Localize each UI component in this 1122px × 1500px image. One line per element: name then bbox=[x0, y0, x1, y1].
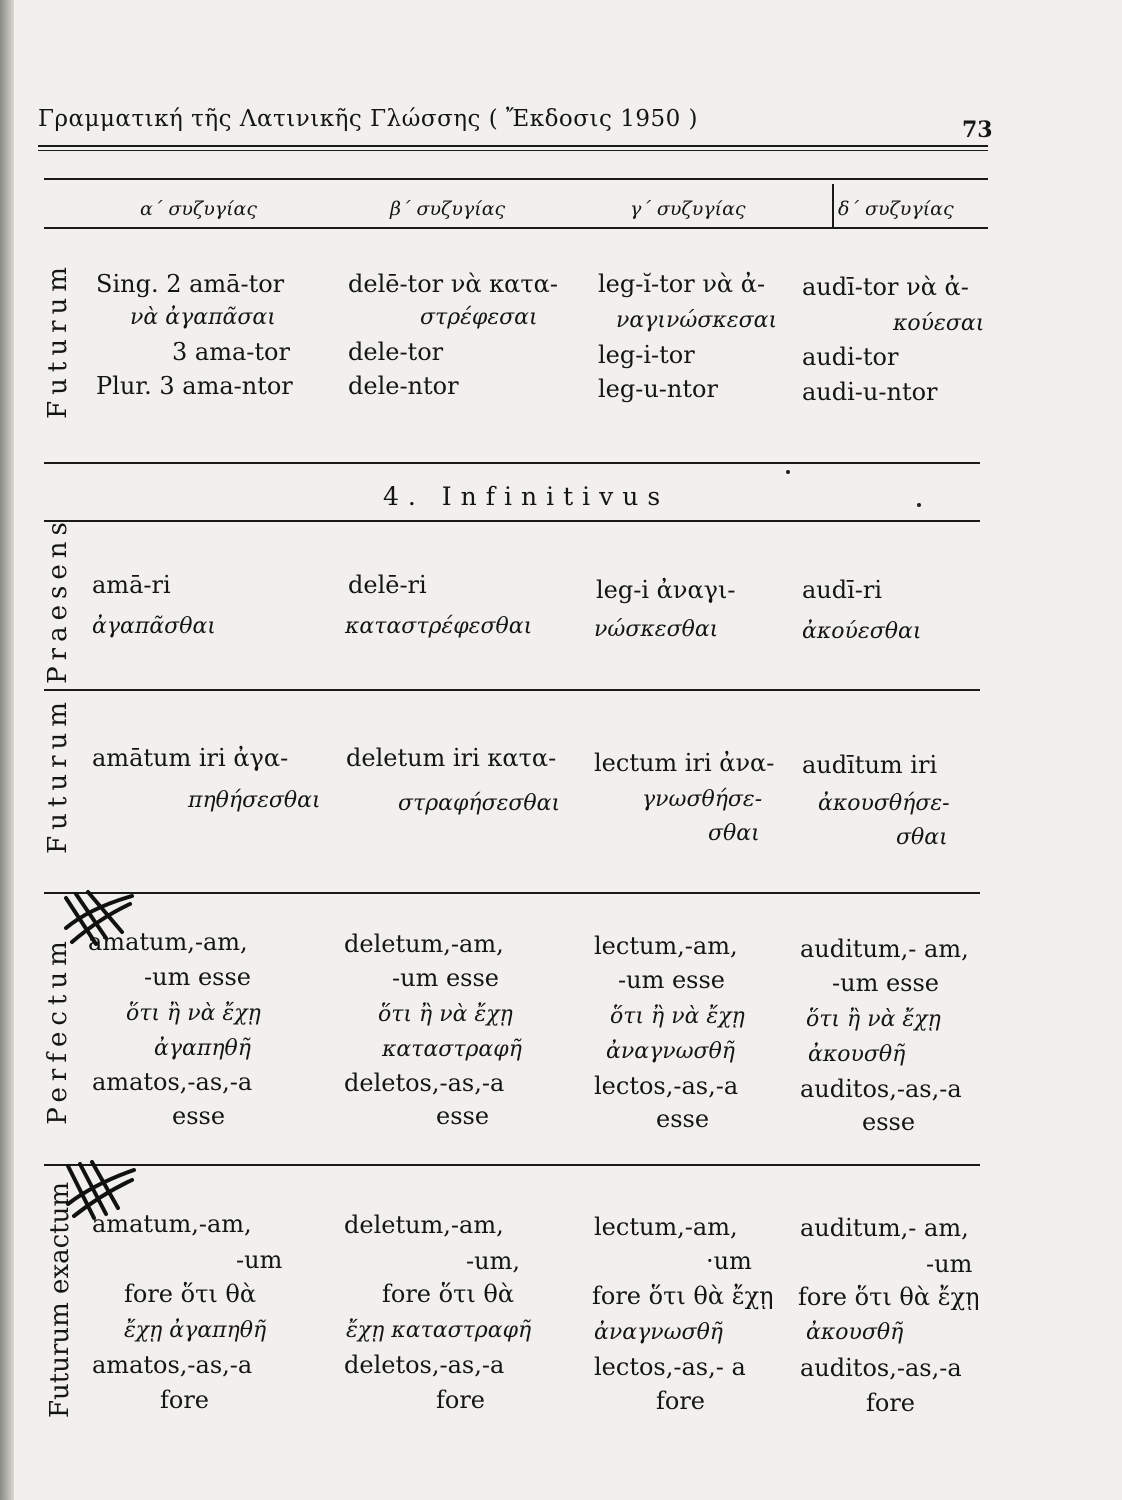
futurum-exactum-c2-line: fore ὅτι θὰ bbox=[382, 1280, 515, 1308]
futurum-exactum-c4-line: -um bbox=[926, 1250, 973, 1278]
futurum-c3-line: leg-u-ntor bbox=[598, 375, 718, 403]
perfectum-c2-line: ὅτι ἢ νὰ ἔχῃ bbox=[378, 1002, 513, 1027]
futurum-exactum-c2-line: fore bbox=[436, 1386, 486, 1414]
perfectum-c3-line: esse bbox=[656, 1105, 710, 1133]
decorative-dot bbox=[917, 503, 921, 507]
perfectum-c4-line: ἀκουσθῆ bbox=[808, 1042, 906, 1067]
futurum-exactum-c3-line: fore ὅτι θὰ ἔχῃ bbox=[592, 1282, 774, 1310]
futurum-exactum-c4-line: fore bbox=[866, 1389, 916, 1417]
running-header-title: Γραμματική τῆς Λατινικῆς Γλώσσης ( Ἔκδοσις 1950 ) bbox=[38, 106, 699, 132]
futurum-c4-line: audi-tor bbox=[802, 343, 899, 371]
perfectum-c1-line: esse bbox=[172, 1102, 226, 1130]
section-rule bbox=[44, 462, 980, 464]
column-header-rule bbox=[44, 227, 988, 229]
futurum-exactum-c2-line: -um, bbox=[466, 1247, 520, 1275]
futurum-exactum-c1-line: fore bbox=[160, 1386, 210, 1414]
futurum-c2-line: delē-tor νὰ κατα- bbox=[348, 270, 558, 298]
praesens-c1-line: amā-ri bbox=[92, 571, 171, 599]
perfectum-c2-line: -um esse bbox=[392, 964, 499, 992]
futurum-inf-c1-line: amātum iri ἀγα- bbox=[92, 744, 289, 772]
page-edge-shadow bbox=[0, 0, 14, 1500]
futurum-exactum-c1-line: amatum,-am, bbox=[92, 1210, 252, 1238]
header-rule-bottom bbox=[38, 150, 988, 151]
futurum-exactum-c2-line: deletum,-am, bbox=[344, 1211, 504, 1239]
futurum-c1-line: Plur. 3 ama-ntor bbox=[96, 372, 293, 400]
column-header-3: γ΄ συζυγίας bbox=[630, 198, 746, 220]
header-rule-top bbox=[38, 145, 988, 147]
section-rule bbox=[44, 892, 980, 894]
section-rule bbox=[44, 1164, 980, 1166]
futurum-inf-c1-line: πηθήσεσθαι bbox=[188, 788, 321, 813]
handwritten-check-mark-icon bbox=[60, 888, 136, 958]
futurum-exactum-c4-line: ἀκουσθῆ bbox=[806, 1320, 904, 1345]
praesens-c2-line: delē-ri bbox=[348, 571, 427, 599]
futurum-exactum-c1-line: amatos,-as,-a bbox=[92, 1351, 253, 1379]
futurum-inf-c2-line: στραφήσεσθαι bbox=[398, 791, 561, 816]
perfectum-c2-line: esse bbox=[436, 1102, 490, 1130]
perfectum-c1-line: -um esse bbox=[144, 963, 251, 991]
futurum-inf-c4-line: ἀκουσθήσε- bbox=[818, 791, 950, 816]
futurum-exactum-c3-line: lectos,-as,- a bbox=[594, 1353, 746, 1381]
perfectum-c4-line: -um esse bbox=[832, 969, 939, 997]
futurum-exactum-c4-line: auditos,-as,-a bbox=[800, 1354, 962, 1382]
praesens-c4-line: ἀκούεσθαι bbox=[802, 619, 922, 644]
futurum-exactum-c4-line: fore ὅτι θὰ ἔχῃ bbox=[798, 1283, 980, 1311]
column-header-4: δ΄ συζυγίας bbox=[838, 198, 954, 220]
futurum-exactum-c2-line: ἔχῃ καταστραφῆ bbox=[346, 1318, 532, 1343]
praesens-c1-line: ἀγαπᾶσθαι bbox=[92, 614, 216, 639]
perfectum-c3-line: ὅτι ἢ νὰ ἔχῃ bbox=[610, 1004, 745, 1029]
perfectum-c1-line: amatum,-am, bbox=[88, 928, 248, 956]
futurum-c1-line: 3 ama-tor bbox=[172, 338, 290, 366]
perfectum-c3-line: ἀναγνωσθῆ bbox=[606, 1039, 735, 1064]
perfectum-c4-line: auditos,-as,-a bbox=[800, 1075, 962, 1103]
futurum-exactum-c1-line: fore ὅτι θὰ bbox=[124, 1280, 257, 1308]
futurum-exactum-c4-line: auditum,- am, bbox=[800, 1214, 969, 1242]
futurum-inf-c2-line: deletum iri κατα- bbox=[346, 744, 557, 772]
futurum-c2-line: dele-ntor bbox=[348, 372, 459, 400]
perfectum-c2-line: deletum,-am, bbox=[344, 930, 504, 958]
column-header-1: α΄ συζυγίας bbox=[140, 198, 258, 220]
perfectum-c4-line: esse bbox=[862, 1108, 916, 1136]
praesens-c4-line: audī-ri bbox=[802, 576, 883, 604]
futurum-c3-line: ναγινώσκεσαι bbox=[616, 308, 778, 333]
perfectum-c1-line: ὅτι ἢ νὰ ἔχῃ bbox=[126, 1001, 261, 1026]
futurum-c4-line: audi-u-ntor bbox=[802, 378, 938, 406]
futurum-c2-line: στρέφεσαι bbox=[420, 305, 538, 330]
page-number: 73 bbox=[962, 117, 993, 143]
futurum-inf-c3-line: lectum iri ἀνα- bbox=[594, 749, 775, 777]
futurum-c3-line: leg-ĭ-tor νὰ ἀ- bbox=[598, 270, 766, 298]
section-rule bbox=[44, 520, 980, 522]
table-rule bbox=[44, 178, 988, 180]
decorative-dot bbox=[786, 470, 790, 474]
praesens-c3-line: νώσκεσθαι bbox=[594, 617, 719, 642]
futurum-inf-c3-line: σθαι bbox=[708, 821, 760, 846]
futurum-exactum-c2-line: deletos,-as,-a bbox=[344, 1351, 505, 1379]
book-page: Γραμματική τῆς Λατινικῆς Γλώσσης ( Ἔκδοσις 1950 ) 73 α΄ συζυγίας β΄ συζυγίας γ΄ συζυγίας δ΄ συζυγίας Futurum Praesens Futurum Perfectum Futurum exactum 4. Infinitivus Sing. 2 amā-tor νὰ ἀγαπᾶσαι 3 ama-tor Plur. 3 ama-ntor delē-tor νὰ κατα- στρέφεσαι dele-tor dele-ntor leg-ĭ-tor νὰ ἀ- ναγινώσκεσαι leg-i-tor leg-u-ntor audī-tor νὰ ἀ- κούεσαι audi-tor audi-u-ntor amā-ri ἀγαπᾶσθαι delē-ri καταστρέφεσθαι leg-i ἀναγι- νώσκεσθαι audī-ri ἀκούεσθαι amātum iri ἀγα- πηθήσεσθαι deletum iri κατα- στραφήσεσθαι lectum iri ἀνα- γνωσθήσε- σθαι audītum iri ἀκουσθήσε- σθαι amatum,-am, -um esse ὅτι ἢ νὰ ἔχῃ ἀγαπηθῆ amatos,-as,-a esse deletum,-am, -um esse ὅτι ἢ νὰ ἔχῃ καταστραφῆ deletos,-as,-a esse lectum,-am, -um esse ὅτι ἢ νὰ ἔχῃ ἀναγνωσθῆ lectos,-as,-a esse auditum,- am, -um esse ὅτι ἢ νὰ ἔχῃ ἀκουσθῆ auditos,-as,-a esse amatum,-am, -um fore ὅτι θὰ ἔχῃ ἀγαπηθῆ amatos,-as,-a fore deletum,-am, -um, fore ὅτι θὰ ἔχῃ καταστραφῆ deletos,-as,-a fore lectum,-am, ·um fore ὅτι θὰ ἔχῃ ἀναγνωσθῆ lectos,-as,- a fore auditum,- am, -um fore ὅτι θὰ ἔχῃ ἀκουσθῆ auditos,-as,-a fore bbox=[0, 0, 1122, 1500]
futurum-exactum-c3-line: ἀναγνωσθῆ bbox=[594, 1320, 723, 1345]
column-header-2: β΄ συζυγίας bbox=[390, 198, 506, 220]
perfectum-c4-line: ὅτι ἢ νὰ ἔχῃ bbox=[806, 1007, 941, 1032]
praesens-c2-line: καταστρέφεσθαι bbox=[345, 614, 533, 639]
futurum-inf-c4-line: audītum iri bbox=[802, 751, 938, 779]
praesens-c3-line: leg-i ἀναγι- bbox=[596, 576, 736, 604]
perfectum-c2-line: καταστραφῆ bbox=[382, 1037, 522, 1062]
perfectum-c3-line: -um esse bbox=[618, 966, 725, 994]
perfectum-c3-line: lectos,-as,-a bbox=[594, 1072, 739, 1100]
perfectum-c1-line: ἀγαπηθῆ bbox=[154, 1036, 251, 1061]
futurum-exactum-c1-line: ἔχῃ ἀγαπηθῆ bbox=[124, 1318, 267, 1343]
futurum-inf-c3-line: γνωσθήσε- bbox=[642, 787, 763, 812]
section-heading-infinitivus: 4. Infinitivus bbox=[383, 482, 670, 511]
futurum-c1-line: Sing. 2 amā-tor bbox=[96, 270, 285, 298]
futurum-c4-line: audī-tor νὰ ἀ- bbox=[802, 273, 969, 301]
section-rule bbox=[44, 689, 980, 691]
futurum-exactum-c3-line: ·um bbox=[706, 1247, 752, 1275]
futurum-c1-line: νὰ ἀγαπᾶσαι bbox=[130, 305, 276, 330]
futurum-c4-line: κούεσαι bbox=[893, 311, 985, 336]
futurum-exactum-c3-line: fore bbox=[656, 1387, 706, 1415]
handwritten-check-mark-icon bbox=[60, 1158, 140, 1228]
futurum-c3-line: leg-i-tor bbox=[598, 341, 695, 369]
column-header-divider bbox=[832, 184, 834, 228]
perfectum-c2-line: deletos,-as,-a bbox=[344, 1069, 505, 1097]
futurum-exactum-c3-line: lectum,-am, bbox=[594, 1213, 738, 1241]
futurum-c2-line: dele-tor bbox=[348, 338, 444, 366]
futurum-inf-c4-line: σθαι bbox=[896, 825, 948, 850]
perfectum-c3-line: lectum,-am, bbox=[594, 932, 738, 960]
perfectum-c1-line: amatos,-as,-a bbox=[92, 1068, 253, 1096]
perfectum-c4-line: auditum,- am, bbox=[800, 935, 969, 963]
futurum-exactum-c1-line: -um bbox=[236, 1246, 283, 1274]
